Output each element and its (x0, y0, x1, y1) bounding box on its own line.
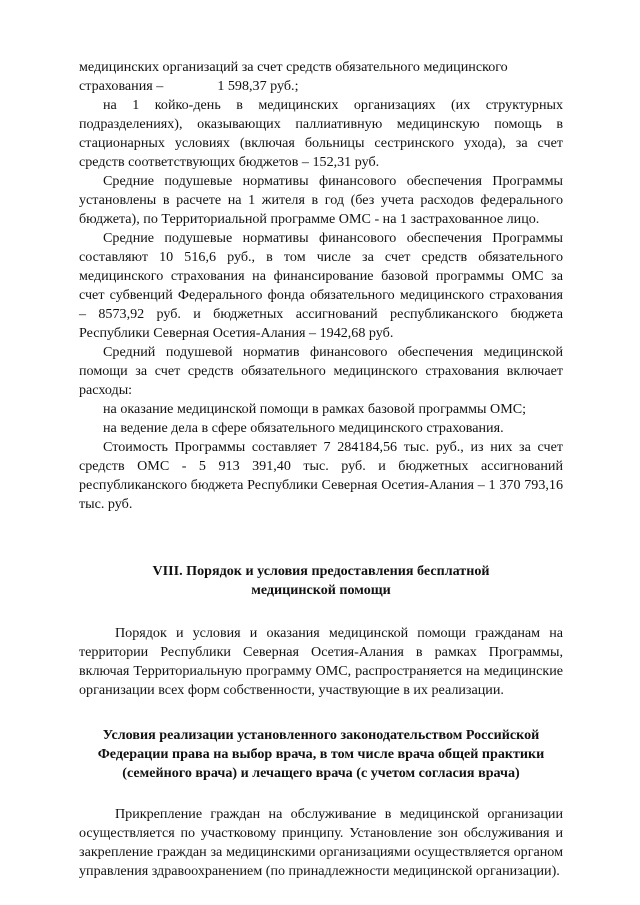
section-heading-line: медицинской помощи (251, 582, 391, 598)
list-item: на ведение дела в сфере обязательного медицинского страхования. (103, 420, 504, 436)
paragraph: Средние подушевые нормативы финансового обеспечения Программы составляют 10 516,6 руб., в том числе за счет средств обязательного медицинского страхования на финансирование базовой программы ОМС за счет субвенций Федерального фонда обязательного медицинского страхования – 8573,92 руб. и бюджетных ассигнований республиканского бюджета Республики Северная Осетия-Алания – 1942,68 руб. (79, 230, 563, 341)
paragraph: на 1 койко-день в медицинских организациях (их структурных подразделениях), оказывающих паллиативную медицинскую помощь в стационарных условиях (включая больницы сестринского ухода), за счет средств соответствующих бюджетов – 152,31 руб. (79, 97, 563, 170)
paragraph: Прикрепление граждан на обслуживание в медицинской организации осуществляется по участковому принципу. Установление зон обслуживания и закрепление граждан за медицинскими организациями осуществляется органом управления здравоохранением (по принадлежности медицинской организации). (79, 806, 563, 879)
paragraph: Стоимость Программы составляет 7 284184,56 тыс. руб., из них за счет средств ОМС - 5 913 391,40 тыс. руб. и бюджетных ассигнований республиканского бюджета Республики Северная Осетия-Алания – 1 370 793,16 тыс. руб. (79, 439, 563, 512)
paragraph-text: страхования – (79, 78, 164, 94)
paragraph: Порядок и условия и оказания медицинской помощи гражданам на территории Республики Северная Осетия-Алания в рамках Программы, включая Территориальную программу ОМС, распространяется на медицинские организации всех форм собственности, участвующие в их реализации. (79, 625, 563, 698)
paragraph-text: медицинских организаций за счет средств обязательного медицинского (79, 59, 508, 75)
list-item: на оказание медицинской помощи в рамках базовой программы ОМС; (103, 401, 527, 417)
sub-heading-line: Условия реализации установленного законодательством Российской (102, 727, 540, 743)
document-page (79, 58, 563, 881)
sub-heading-line: (семейного врача) и лечащего врача (с учетом согласия врача) (122, 765, 520, 781)
paragraph: Средний подушевой норматив финансового обеспечения медицинской помощи за счет средств обязательного медицинского страхования включает расходы: (79, 344, 563, 398)
sub-heading-line: Федерации права на выбор врача, в том числе врача общей практики (97, 746, 545, 762)
paragraph-line (79, 77, 563, 96)
section-heading-line: VIII. Порядок и условия предоставления бесплатной (152, 563, 490, 579)
paragraph-line (79, 58, 563, 77)
price-value: 1 598,37 руб.; (217, 78, 299, 94)
paragraph: Средние подушевые нормативы финансового обеспечения Программы установлены в расчете на 1 жителя в год (без учета расходов федерального бюджета), по Территориальной программе ОМС - на 1 застрахованное лицо. (79, 173, 563, 227)
